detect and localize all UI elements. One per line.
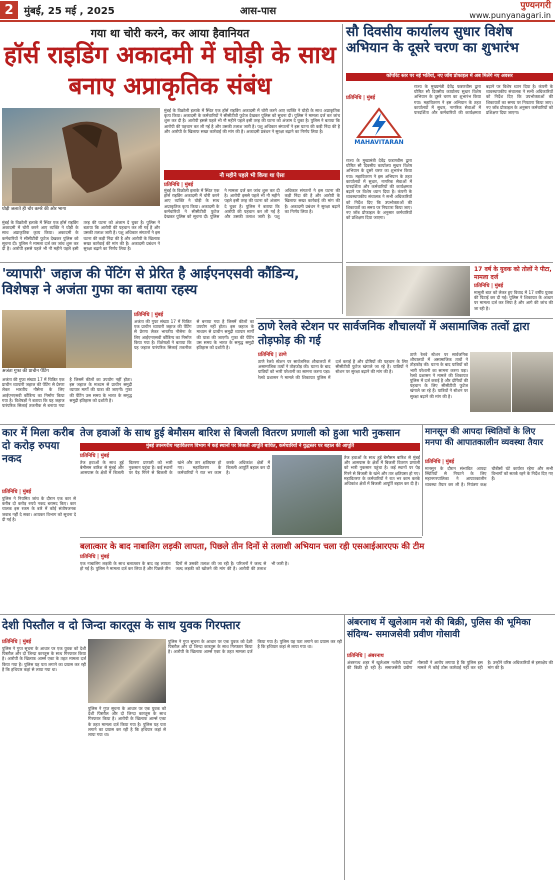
- ship-byline: प्रतिनिधि | मुंबई: [134, 312, 164, 318]
- office-reform-subhead: कॉर्पोरेट स्तर पर नई भर्तियां, नए जॉब प्रोफाइल में अब मिलेंगे नए अवसर: [346, 73, 553, 81]
- toilet-body-a: ठाणे रेलवे स्टेशन पर सार्वजनिक शौचालयों में असामाजिक तत्वों ने तोड़फोड़ की। घटना के बाद यात्रियों को भारी परेशानी का सामना करना पड़ा। रेलवे प्रशासन ने मामले की शिकायत पुलिस में दर्ज कराई है और दोषियों की पहचान के लिए सीसीटीवी फुटेज खंगाले जा रहे हैं। यात्रियों ने स्टेशन पर सुरक्षा बढ़ाने की मांग की है।: [258, 359, 408, 380]
- car-cash-byline: प्रतिनिधि | मुंबई: [2, 489, 32, 495]
- office-reform-body-a: राज्य के मुख्यमंत्री देवेंद्र फडणवीस द्वारा घोषित सौ दिवसीय कार्यालय सुधार विशेष अभियान के दूसरे चरण का शुभारंभ किया गया। महावितरण ने इस अभियान के तहत कार्यालयों में सुधार, नागरिक सेवाओं में पारदर्शिता और कर्मचारियों की कार्यक्षमता बढ़ाने पर विशेष ध्यान दिया है। कंपनी के व्यवस्थापकीय संचालक ने सभी अधिकारियों को निर्देश दिए कि उपभोक्ताओं की शिकायतों का समय पर निपटारा किया जाए। नए जॉब प्रोफाइल के अनुसार कर्मचारियों को प्रशिक्षण दिया जाएगा।: [346, 158, 412, 221]
- page-header: [0, 0, 555, 22]
- ship-headline: 'व्यापारी' जहाज की पेंटिंग से प्रेरित है आईएनएसवी कौंडिन्य, विशेषज्ञ ने अजंता गुफा का बताया रहस्य: [2, 266, 300, 298]
- toilet-photo-1: [470, 352, 511, 412]
- horse-body-b: मुंबई के विक्रोली इलाके में स्थित एक हॉर्स राइडिंग अकादमी में चोरी करने आए व्यक्ति ने घोड़ी के साथ अप्राकृतिक कृत्य किया। अकादमी के कर्मचारियों ने सीसीटीवी फुटेज देखकर पुलिस को सूचना दी। पुलिस ने मामला दर्ज कर जांच शुरू कर दी है। आरोपी इससे पहले भी नौ महीने पहले इसी तरह की घटना को अंजाम दे चुका है। पुलिस ने बताया कि आरोपी की पहचान कर ली गई है और उसकी तलाश जारी है। पशु अधिकार संगठनों ने इस घटना की कड़ी निंदा की है और आरोपी के खिलाफ सख्त कार्रवाई की मांग की है। अकादमी प्रबंधन ने सुरक्षा बढ़ाने का निर्णय लिया है।: [164, 108, 340, 134]
- office-reform-byline: [346, 84, 412, 101]
- car-cash-body: पुलिस ने नियमित जांच के दौरान एक कार से करीब दो करोड़ रुपये नकद बरामद किए। कार चालक इस रकम के बारे में कोई संतोषजनक जवाब नहीं दे सका। आयकर विभाग को सूचना दे दी गई है।: [2, 496, 76, 522]
- car-cash-headline: कार में मिला करीब दो करोड़ रुपया नकद: [2, 427, 75, 465]
- storm-photo: [272, 455, 342, 535]
- missing-girl-headline: बलात्कार के बाद नाबालिग लड़की लापता, पिछले तीन दिनों से तलाशी अभियान चला रही एसआईआरएफ की टीम: [80, 541, 425, 551]
- drugs-body: अंबरनाथ शहर में खुलेआम नशीले पदार्थों की बिक्री हो रही है। समाजसेवी प्रवीण गोसावी ने आरोप लगाया है कि पुलिस इस मामले में कोई ठोस कार्रवाई नहीं कर रही है। उन्होंने वरिष्ठ अधिकारियों से हस्तक्षेप की मांग की है।: [347, 660, 553, 671]
- missing-girl-body: एक नाबालिग लड़की के साथ बलात्कार के बाद वह लापता हो गई है। पुलिस ने मामला दर्ज कर लिया है और पिछले तीन दिनों से उसकी तलाश की जा रही है। परिजनों ने जल्द से जल्द लड़की को खोजने की मांग की है। आरोपी की तलाश भी जारी है।: [80, 561, 289, 572]
- masthead: [469, 1, 551, 20]
- horse-subhead: नौ महीने पहले भी किया था ऐसा: [164, 170, 340, 180]
- horse-body-c: मुंबई के विक्रोली इलाके में स्थित एक हॉर्स राइडिंग अकादमी में चोरी करने आए व्यक्ति ने घोड़ी के साथ अप्राकृतिक कृत्य किया। अकादमी के कर्मचारियों ने सीसीटीवी फुटेज देखकर पुलिस को सूचना दी। पुलिस ने मामला दर्ज कर जांच शुरू कर दी है। आरोपी इससे पहले भी नौ महीने पहले इसी तरह की घटना को अंजाम दे चुका है। पुलिस ने बताया कि आरोपी की पहचान कर ली गई है और उसकी तलाश जारी है। पशु अधिकार संगठनों ने इस घटना की कड़ी निंदा की है और आरोपी के खिलाफ सख्त कार्रवाई की मांग की है। अकादमी प्रबंधन ने सुरक्षा बढ़ाने का निर्णय लिया है।: [164, 188, 340, 220]
- logo-text: MAHAVITARAN: [354, 138, 404, 146]
- storm-body-b: तेज हवाओं के साथ हुई बेमौसम बारिश से मुंबई और आसपास के क्षेत्रों में बिजली वितरण प्रणाली को भारी नुकसान पहुंचा है। कई स्थानों पर पेड़ गिरने से बिजली के खंभे और तार क्षतिग्रस्त हो गए। महावितरण के कर्मचारियों ने रात भर काम करके अधिकांश क्षेत्रों में बिजली आपूर्ति बहाल कर दी है।: [344, 455, 420, 487]
- storm-byline: प्रतिनिधि | मुंबई: [80, 453, 110, 459]
- pistol-body-c: पुलिस ने गुप्त सूचना के आधार पर एक युवक को देशी पिस्तौल और दो जिन्दा कारतूस के साथ गिरफ्तार किया है। आरोपी के खिलाफ आर्म्स एक्ट के तहत मामला दर्ज किया गया है। पुलिस यह पता लगाने का प्रयास कर रही है कि हथियार कहां से लाया गया था।: [168, 639, 342, 655]
- ship-photo: [66, 310, 132, 368]
- section-title: आस-पास: [240, 6, 277, 17]
- monsoon-headline: मानसून की आपदा स्थितियों के लिए मनपा की आपातकालीन व्यवस्था तैयार: [425, 427, 544, 448]
- youth-beaten-byline: प्रतिनिधि | मुंबई: [474, 283, 504, 289]
- toilet-headline: ठाणे रेलवे स्टेशन पर सार्वजनिक शौचालयों में असामाजिक तत्वों द्वारा तोड़फोड़ की गई: [258, 320, 530, 347]
- horse-column-group: [164, 108, 340, 258]
- office-reform-body-b: राज्य के मुख्यमंत्री देवेंद्र फडणवीस द्वारा घोषित सौ दिवसीय कार्यालय सुधार विशेष अभियान के दूसरे चरण का शुभारंभ किया गया। महावितरण ने इस अभियान के तहत कार्यालयों में सुधार, नागरिक सेवाओं में पारदर्शिता और कर्मचारियों की कार्यक्षमता बढ़ाने पर विशेष ध्यान दिया है। कंपनी के व्यवस्थापकीय संचालक ने सभी अधिकारियों को निर्देश दिए कि उपभोक्ताओं की शिकायतों का समय पर निपटारा किया जाए। नए जॉब प्रोफाइल के अनुसार कर्मचारियों को प्रशिक्षण दिया जाएगा।: [414, 84, 553, 116]
- missing-girl-byline: प्रतिनिधि | मुंबई: [80, 554, 110, 560]
- monsoon-body: मानसून के दौरान संभावित आपदा स्थितियों से निपटने के लिए महानगरपालिका ने आपातकालीन व्यवस्था तैयार कर ली है। नियंत्रण कक्ष चौबीसों घंटे कार्यरत रहेगा और सभी विभागों को सतर्क रहने के निर्देश दिए गए हैं।: [425, 466, 553, 487]
- toilet-photo-2: [512, 352, 553, 412]
- page-number: 2: [0, 1, 18, 19]
- horse-photo: [2, 108, 160, 206]
- horse-caption: घोड़ी जलाते ही चोर कमरे की ओर भागा: [2, 207, 67, 212]
- monsoon-byline: प्रतिनिधि | मुंबई: [425, 459, 455, 465]
- toilet-body-b: ठाणे रेलवे स्टेशन पर सार्वजनिक शौचालयों में असामाजिक तत्वों ने तोड़फोड़ की। घटना के बाद यात्रियों को भारी परेशानी का सामना करना पड़ा। रेलवे प्रशासन ने मामले की शिकायत पुलिस में दर्ज कराई है और दोषियों की पहचान के लिए सीसीटीवी फुटेज खंगाले जा रहे हैं। यात्रियों ने स्टेशन पर सुरक्षा बढ़ाने की मांग की है।: [410, 352, 468, 399]
- pistol-body-a: पुलिस ने गुप्त सूचना के आधार पर एक युवक को देशी पिस्तौल और दो जिन्दा कारतूस के साथ गिरफ्तार किया है। आरोपी के खिलाफ आर्म्स एक्ट के तहत मामला दर्ज किया गया है। पुलिस यह पता लगाने का प्रयास कर रही है कि हथियार कहां से लाया गया था।: [2, 646, 86, 672]
- storm-subhead: मुंबई उपनगरीय महावितरण विभाग में कई स्थानों पर बिजली आपूर्ति बाधित, कर्मचारियों ने युद्धस्तर पर बहाल की आपूर्ति: [80, 443, 420, 451]
- youth-beaten-headline: 17 वर्ष के युवक को तोलों ने पीटा, मामला दर्ज: [474, 266, 552, 281]
- pistol-photo: [88, 639, 166, 703]
- pistol-body-b: पुलिस ने गुप्त सूचना के आधार पर एक युवक को देशी पिस्तौल और दो जिन्दा कारतूस के साथ गिरफ्तार किया है। आरोपी के खिलाफ आर्म्स एक्ट के तहत मामला दर्ज किया गया है। पुलिस यह पता लगाने का प्रयास कर रही है कि हथियार कहां से लाया गया था।: [88, 706, 166, 738]
- youth-beaten-body: मामूली बात को लेकर हुए विवाद में 17 वर्षीय युवक की पिटाई कर दी गई। पुलिस ने शिकायत के आधार पर मामला दर्ज कर लिया है और आगे की जांच की जा रही है।: [474, 290, 553, 311]
- office-reform-headline: सौ दिवसीय कार्यालय सुधार विशेष अभियान के दूसरे चरण का शुभारंभ: [346, 24, 519, 56]
- ship-body-a: अजंता की गुफा संख्या 17 में चित्रित एक प्राचीन व्यापारी जहाज की पेंटिंग से प्रेरणा लेकर भारतीय नौसेना के लिए आईएनएसवी कौंडिन्य का निर्माण किया गया है। विशेषज्ञों ने बताया कि यह जहाज पारंपरिक सिलाई तकनीक से बनाया गया है जिसमें कीलों का उपयोग नहीं होता। इस जहाज के माध्यम से प्राचीन समुद्री व्यापार मार्गों की यात्रा की जाएगी। गुफा की पेंटिंग उस समय के भारत के समृद्ध समुद्री इतिहास को दर्शाती है।: [2, 377, 132, 409]
- brand-name: पुण्यनगरी: [520, 1, 551, 11]
- drugs-byline: प्रतिनिधि | अंबरनाथ: [347, 653, 384, 659]
- ajanta-painting-photo: [2, 310, 66, 368]
- pistol-byline: प्रतिनिधि | मुंबई: [2, 639, 32, 645]
- horse-kicker: गया था चोरी करने, कर आया हैवानियत: [90, 27, 250, 40]
- toilet-byline: प्रतिनिधि | ठाणे: [258, 352, 287, 358]
- office-reform-byline-text: प्रतिनिधि | मुंबई: [346, 95, 376, 101]
- storm-headline: तेज हवाओं के साथ हुई बेमौसम बारिश से बिजली वितरण प्रणाली को हुआ भारी नुकसान: [80, 428, 401, 439]
- horse-byline: प्रतिनिधि | मुंबई: [164, 182, 194, 188]
- wall-photo: [346, 266, 470, 316]
- page-date: मुंबई, 25 मई , 2025: [24, 6, 115, 17]
- brand-url: www.punyanagari.in: [469, 11, 551, 20]
- storm-body-a: तेज हवाओं के साथ हुई बेमौसम बारिश से मुंबई और आसपास के क्षेत्रों में बिजली वितरण प्रणाली को भारी नुकसान पहुंचा है। कई स्थानों पर पेड़ गिरने से बिजली के खंभे और तार क्षतिग्रस्त हो गए। महावितरण के कर्मचारियों ने रात भर काम करके अधिकांश क्षेत्रों में बिजली आपूर्ति बहाल कर दी है।: [80, 460, 270, 476]
- horse-headline: हॉर्स राइडिंग अकादमी में घोड़ी के साथ बनाए अप्राकृतिक संबंध: [3, 41, 336, 100]
- ship-body-b: अजंता की गुफा संख्या 17 में चित्रित एक प्राचीन व्यापारी जहाज की पेंटिंग से प्रेरणा लेकर भारतीय नौसेना के लिए आईएनएसवी कौंडिन्य का निर्माण किया गया है। विशेषज्ञों ने बताया कि यह जहाज पारंपरिक सिलाई तकनीक से बनाया गया है जिसमें कीलों का उपयोग नहीं होता। इस जहाज के माध्यम से प्राचीन समुद्री व्यापार मार्गों की यात्रा की जाएगी। गुफा की पेंटिंग उस समय के भारत के समृद्ध समुद्री इतिहास को दर्शाती है।: [134, 319, 254, 351]
- horse-body-a: मुंबई के विक्रोली इलाके में स्थित एक हॉर्स राइडिंग अकादमी में चोरी करने आए व्यक्ति ने घोड़ी के साथ अप्राकृतिक कृत्य किया। अकादमी के कर्मचारियों ने सीसीटीवी फुटेज देखकर पुलिस को सूचना दी। पुलिस ने मामला दर्ज कर जांच शुरू कर दी है। आरोपी इससे पहले भी नौ महीने पहले इसी तरह की घटना को अंजाम दे चुका है। पुलिस ने बताया कि आरोपी की पहचान कर ली गई है और उसकी तलाश जारी है। पशु अधिकार संगठनों ने इस घटना की कड़ी निंदा की है और आरोपी के खिलाफ सख्त कार्रवाई की मांग की है। अकादमी प्रबंधन ने सुरक्षा बढ़ाने का निर्णय लिया है।: [2, 220, 160, 252]
- pistol-headline: देशी पिस्तौल व दो जिन्दा कारतूस के साथ युवक गिरफ्तार: [2, 618, 241, 632]
- lightning-logo-icon: [356, 107, 402, 139]
- mahavitaran-logo: [346, 96, 412, 156]
- ship-caption: अजंता गुफा की प्राचीन पेंटिंग: [2, 369, 49, 374]
- drugs-headline: अंबरनाथ में खुलेआम नशे की बिक्री, पुलिस की भूमिका संदिग्ध- समाजसेवी प्रवीण गोसावी: [347, 617, 531, 640]
